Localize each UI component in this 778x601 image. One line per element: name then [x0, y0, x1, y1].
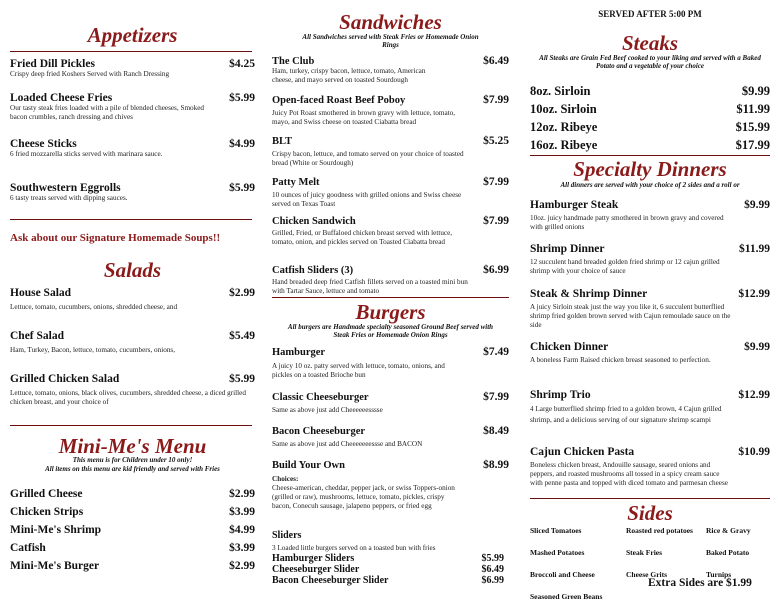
sides-list [530, 526, 770, 601]
menu-item: Grilled Chicken Salad $5.99 Lettuce, tomato, onions, black olives, cucumbers, shredded cheese, a diced grilled chicken breast, and your choice of [10, 373, 255, 406]
sandwiches-heading: Sandwiches [339, 10, 442, 34]
menu-item: Patty Melt $7.99 10 ounces of juicy goodness with grilled onions and Swiss cheese served on Texas Toast [272, 176, 509, 208]
list-item: Roasted red potatoes [626, 526, 693, 535]
menu-item: Shrimp Dinner $11.99 12 succulent hand breaded golden fried shrimp or 12 cajun grilled shrimp with your choice of sauce [530, 243, 770, 275]
list-item: Rice & Gravy [706, 526, 751, 535]
sides-heading: Sides [627, 501, 673, 525]
menu-item: Southwestern Eggrolls $5.99 6 tasty treats served with dipping sauces. [10, 182, 255, 202]
menu-item: Hamburger Steak $9.99 10oz. juicy handmade patty smothered in brown gravy and covered with grilled onions [530, 199, 770, 231]
list-item: Baked Potato [706, 548, 750, 557]
sliders-block: Sliders 3 Loaded little burgers served on a toasted bun with fries Hamburger Sliders $5.99 Cheeseburger Slider $6.49 Bacon Cheeseburger Slider $6.99 [272, 530, 509, 586]
dinners-heading: Specialty Dinners [573, 157, 727, 181]
menu-item: Mini-Me's Shrimp $4.99 [10, 524, 255, 536]
divider [10, 219, 252, 220]
menu-item: Classic Cheeseburger $7.99 Same as above just add Cheeeeeesssse [272, 391, 509, 414]
minime-heading: Mini-Me's Menu [58, 434, 207, 458]
sandwiches-note: All Sandwiches served with Steak Fries or Homemade Onion Rings [302, 33, 479, 49]
dinners-note: All dinners are served with your choice of 2 sides and a roll or [560, 181, 740, 189]
divider [530, 155, 770, 156]
menu-item: Fried Dill Pickles $4.25 Crispy deep fried Koshers Served with Ranch Dressing [10, 58, 255, 78]
divider [10, 425, 252, 426]
menu-item: Steak & Shrimp Dinner $12.99 A juicy Sirloin steak just the way you like it, 6 succulent butterflied shrimp fried golden brown served with Cajun remoulade sauce on the side [530, 288, 770, 329]
menu-item: Hamburger Sliders $5.99 [272, 553, 504, 564]
menu-item: Cheeseburger Slider $6.49 [272, 564, 504, 575]
burgers-heading: Burgers [355, 300, 426, 324]
list-item: Seasoned Green Beans [530, 592, 603, 601]
extra-sides-price: Extra Sides are $1.99 [648, 577, 752, 589]
divider [10, 51, 252, 52]
menu-item: BLT $5.25 Crispy bacon, lettuce, and tomato served on your choice of toasted bread (White or Sourdough) [272, 135, 509, 167]
menu-item: 12oz. Ribeye $15.99 [530, 120, 770, 134]
menu-item: 16oz. Ribeye $17.99 [530, 138, 770, 152]
column-right [530, 0, 770, 601]
steaks-note: All Steaks are Grain Fed Beef cooked to your liking and served with a Baked Potato and a vegetable of your choice [539, 54, 761, 70]
soup-callout: Ask about our Signature Homemade Soups!! [10, 232, 221, 244]
menu-item: Hamburger $7.49 A juicy 10 oz. patty served with lettuce, tomato, onions, and pickles on a toasted Brioche bun [272, 346, 509, 379]
divider [530, 498, 770, 499]
column-left [10, 0, 255, 601]
list-item: Turnips [706, 570, 732, 579]
menu-item: Chicken Dinner $9.99 A boneless Farm Raised chicken breast seasoned to perfection. [530, 341, 770, 364]
menu-item: Cheese Sticks $4.99 6 fried mozzarella sticks served with marinara sauce. [10, 138, 255, 158]
list-item: Sliced Tomatoes [530, 526, 582, 535]
menu-item: Grilled Cheese $2.99 [10, 488, 255, 500]
menu-item: Chef Salad $5.49 Ham, Turkey, Bacon, lettuce, tomato, cucumbers, onions, [10, 330, 255, 354]
list-item: Mashed Potatoes [530, 548, 585, 557]
menu-item: Mini-Me's Burger $2.99 [10, 560, 255, 572]
list-item: Steak Fries [626, 548, 663, 557]
list-item: Broccoli and Cheese [530, 570, 595, 579]
menu-item: Shrimp Trio $12.99 4 Large butterflied shrimp fried to a golden brown, 4 Cajun grilled shrimp, and a delicious serving of our signature shrimp scampi [530, 389, 770, 424]
menu-item: Chicken Sandwich $7.99 Grilled, Fried, or Buffaloed chicken breast served with lettuce, tomato, onion, and pickles served on Toasted Ciabatta bread [272, 215, 509, 246]
list-item: Cheese Grits [626, 570, 668, 579]
menu-item: Catfish $3.99 [10, 542, 255, 554]
menu-item: Catfish Sliders (3) $6.99 Hand breaded deep fried Catfish fillets served on a toasted mini bun with Tartar Sauce, lettuce and tomato [272, 264, 509, 295]
menu-item: 8oz. Sirloin $9.99 [530, 84, 770, 98]
menu-item: Loaded Cheese Fries $5.99 Our tasty steak fries loaded with a pile of blended cheeses, Smoked bacon crumbles, ranch dressing and chives [10, 92, 255, 121]
steaks-heading: Steaks [621, 31, 678, 55]
menu-item: 10oz. Sirloin $11.99 [530, 102, 770, 116]
menu-item: The Club $6.49 Ham, turkey, crispy bacon, lettuce, tomato, American cheese, and mayo served on toasted Sourdough [272, 55, 509, 84]
menu-item: Open-faced Roast Beef Poboy $7.99 Juicy Pot Roast smothered in brown gravy with lettuce, tomato, mayo, and Swiss cheese on toasted Ciabatta bread [272, 94, 509, 126]
served-after-note: SERVED AFTER 5:00 PM [598, 9, 702, 19]
menu-item: House Salad $2.99 Lettuce, tomato, cucumbers, onions, shredded cheese, and [10, 287, 255, 311]
minime-note: This menu is for Children under 10 only! [72, 456, 193, 464]
divider [272, 297, 509, 298]
column-middle [272, 0, 509, 601]
minime-note: All items on this menu are kid friendly and served with Fries [45, 465, 220, 473]
menu-item: Bacon Cheeseburger $8.49 Same as above just add Cheeeeeeessse and BACON [272, 425, 509, 448]
appetizers-heading: Appetizers [87, 23, 178, 47]
salads-heading: Salads [103, 258, 162, 282]
burgers-note: All burgers are Handmade specialty seasoned Ground Beef served with Steak Fries or Homemade Onion Rings [287, 323, 494, 339]
menu-item: Bacon Cheeseburger Slider $6.99 [272, 575, 504, 586]
menu-item: Chicken Strips $3.99 [10, 506, 255, 518]
menu-item: Cajun Chicken Pasta $10.99 Boneless chicken breast, Andouille sausage, seared onions and peppers, and roasted mushrooms all tossed in a spicy cream sauce with penne pasta and topped with diced tomato and parmesan cheese [530, 446, 770, 487]
menu-item: Build Your Own $8.99 Choices: Cheese-american, cheddar, pepper jack, or swiss Toppers-onion (grilled or raw), mushrooms, lettuce, tomato, pickles, crispy bacon, Conecuh sausage, jalapeno peppers, or fried egg [272, 459, 509, 510]
